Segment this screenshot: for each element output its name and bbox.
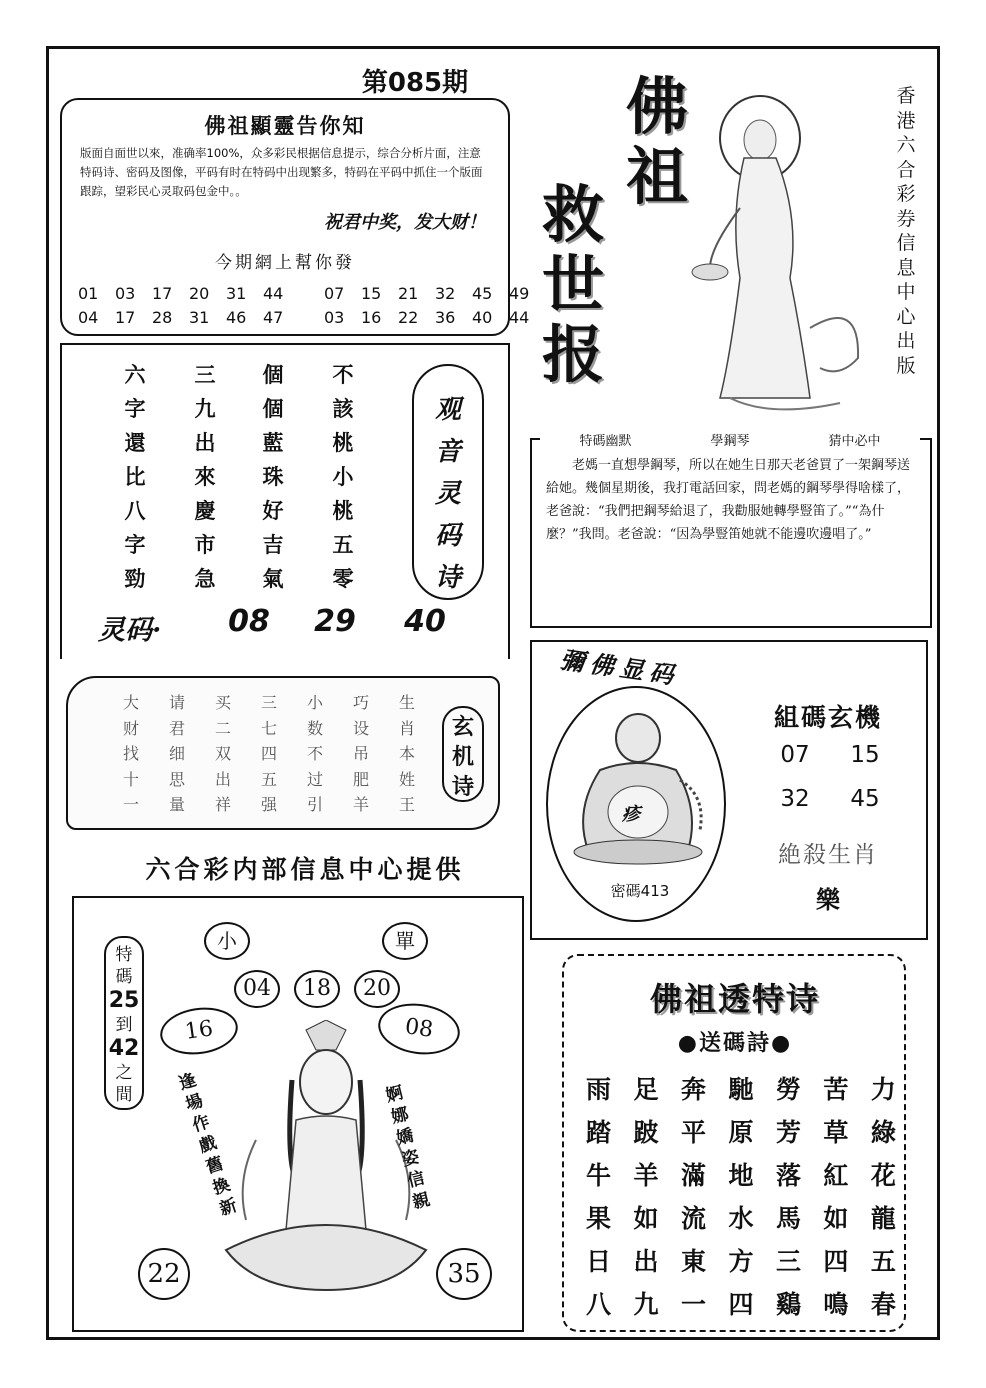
tete-row: 牛 羊 滿 地 落 紅 花 [586,1161,896,1190]
tete-row: 日 出 東 方 三 四 五 [586,1247,896,1276]
buddha-belly-char: 疹 [622,804,640,825]
notice-subtitle: 今期網上幫你發 [215,253,355,273]
issue-number: 第085期 [361,68,469,98]
number: 46 [226,308,247,327]
tete-title: 佛祖透特诗 [649,980,820,1018]
zuma-row-1 [760,742,900,768]
zuma-title: 組碼玄機 [773,703,882,732]
xuanji-column: 大 财 找 十 一 [122,693,139,814]
jueshao-label: 絶殺生肖 [778,842,878,868]
number: 15 [361,284,382,303]
number: 17 [115,308,136,327]
buddha-figure [560,700,710,870]
lingma-label: 灵码· [98,615,162,646]
secret-code: 密碼413 [610,882,670,900]
small-badge: 小 [204,922,250,960]
tete-row: 踏 跛 平 原 芳 草 綠 [586,1118,896,1147]
tete-subtitle: ●送碼詩● [677,1030,793,1056]
number: 36 [435,308,456,327]
number-row-1 [78,284,546,303]
number: 01 [78,284,99,303]
tete-row: 雨 足 奔 馳 勞 苦 力 [586,1075,896,1104]
number-circle: 20 [354,970,400,1008]
xuanji-column: 请 君 细 思 量 [168,693,185,814]
poem-column: 不 該 桃 小 桃 五 零 [332,362,354,591]
number: 03 [115,284,136,303]
xuanji-column: 三 七 四 五 强 [260,693,277,814]
number-circle: 35 [436,1248,492,1300]
right-verse: 婀 娜 嬌 姿 信 親 [384,1082,432,1214]
notice-wish: 祝君中奖，发大财！ [324,212,486,233]
number-circle: 04 [234,970,280,1008]
title-jiushibao: 救 世 报 [541,178,604,391]
zuma-number: 32 [780,786,810,812]
zuma-number: 45 [850,786,880,812]
number: 16 [361,308,382,327]
title-fozu: 佛 祖 [625,70,688,213]
number: 45 [472,284,493,303]
joke-title: 學鋼琴 [706,430,753,449]
notice-body: 版面自面世以來，准确率100%，众多彩民根据信息提示，综合分析片面，注意特码诗、密码及图像，平码有时在特码中出现繁多，特码在平码中抓住一个版面跟踪，望彩民心灵取码包金中。。 [80,146,483,198]
number: 17 [152,284,173,303]
number: 31 [226,284,247,303]
publisher-vertical: 香 港 六 合 彩 券 信 息 中 心 出 版 [896,85,916,377]
notice-box [60,98,530,336]
number: 28 [152,308,173,327]
xuanji-column: 买 二 双 出 祥 [214,693,231,814]
zuma-number: 07 [780,742,810,768]
joke-text: 老媽一直想學鋼琴，所以在她生日那天老爸買了一架鋼琴送給她。幾個星期後，我打電話回家，問老媽的鋼琴學得啥樣了，老爸說：“我們把鋼琴給退了，我勸服她轉學豎笛了。”“為什麼？”我問。老爸說：“因為學豎笛她就不能邊吹邊唱了。” [546,458,911,542]
buddha-arc-title: 彌佛显码 [558,644,682,691]
poem-column: 六 字 還 比 八 字 勁 [124,362,146,591]
zuma-row-2 [760,786,900,812]
lingma-number: 08 [228,604,270,639]
number: 20 [189,284,210,303]
provider-line: 六合彩内部信息中心提供 [145,855,465,884]
tete-row: 果 如 流 水 馬 如 龍 [586,1204,896,1233]
xuanji-column: 生 肖 本 姓 王 [398,693,415,814]
joke-tag: 特碼幽默 [575,430,635,449]
number-circle: 18 [294,970,340,1008]
number: 32 [435,284,456,303]
number-circle: 08 [375,999,463,1060]
poem-column: 三 九 出 來 慶 市 急 [194,362,216,591]
jueshao-zodiac: 樂 [816,885,840,914]
joke-header [540,430,920,449]
number-circle: 22 [138,1248,190,1300]
tema-range-box: 特 碼 25 到 42 之 間 [104,936,144,1110]
guanyin-poem-label: 观 音 灵 码 诗 [412,364,484,600]
number: 07 [324,284,345,303]
single-badge: 單 [382,922,428,960]
number: 47 [263,308,284,327]
guanyin-figure-top [690,58,886,430]
left-verse: 逢 場 作 戲 舊 換 新 [176,1070,240,1220]
notice-title: 佛祖顯靈告你知 [204,113,366,138]
zuma-number: 15 [850,742,880,768]
number: 03 [324,308,345,327]
lingma-number: 40 [404,604,446,639]
number: 04 [78,308,99,327]
number: 31 [189,308,210,327]
number: 40 [472,308,493,327]
poem-column: 個 個 藍 珠 好 吉 氣 [262,362,284,591]
number: 44 [509,308,530,327]
number: 44 [263,284,284,303]
number: 21 [398,284,419,303]
tete-row: 八 九 一 四 鷄 鳴 春 [586,1290,896,1319]
xuanji-label: 玄 机 诗 [442,706,484,802]
number-circle: 16 [157,1003,241,1059]
lingma-number: 29 [314,604,356,639]
number: 22 [398,308,419,327]
xuanji-column: 小 数 不 过 引 [306,693,323,814]
xuanji-column: 巧 设 吊 肥 羊 [352,693,369,814]
number: 49 [509,284,530,303]
joke-tag: 猜中必中 [824,430,884,449]
number-row-2 [78,308,546,327]
